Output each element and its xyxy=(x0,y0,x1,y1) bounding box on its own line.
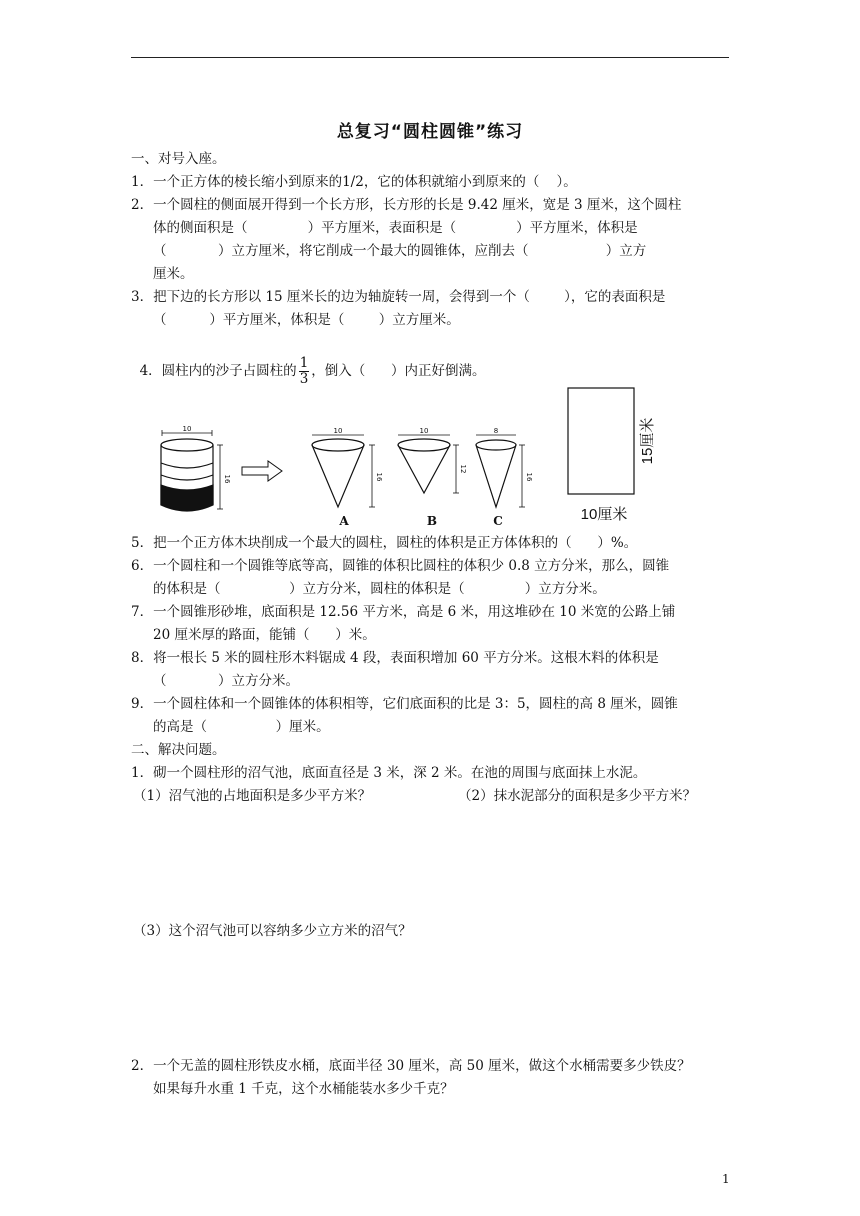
rect-bottom-label: 10厘米 xyxy=(580,506,628,523)
cone-a-label: A xyxy=(339,514,349,528)
cone-a xyxy=(312,435,375,507)
problem-2-line-1: 2．一个无盖的圆柱形铁皮水桶，底面半径 30 厘米，高 50 厘米，做这个水桶需要多少铁皮？ xyxy=(131,1058,691,1074)
fraction-denominator: 3 xyxy=(299,371,309,387)
q2-line-4: 厘米。 xyxy=(153,266,194,282)
fraction-numerator: 1 xyxy=(299,355,309,371)
cone-c-label: C xyxy=(493,514,503,528)
rectangle-figure xyxy=(566,387,676,527)
q5-text: 5．把一个正方体木块削成一个最大的圆柱，圆柱的体积是正方体体积的（ ）%。 xyxy=(131,535,638,551)
q3-line-1: 3．把下边的长方形以 15 厘米长的边为轴旋转一周，会得到一个（ ），它的表面积是 xyxy=(131,289,666,305)
one-third-fraction xyxy=(299,356,310,387)
q2-line-3: （ ）立方厘米，将它削成一个最大的圆锥体，应削去（ ）立方 xyxy=(153,243,647,259)
q8-line-2: （ ）立方分米。 xyxy=(153,673,299,689)
cone-a-diameter-label: 10 xyxy=(333,427,343,435)
cone-b-diameter-label: 10 xyxy=(419,427,429,435)
cylinder-cones-figure xyxy=(150,395,540,535)
cone-c xyxy=(476,435,525,507)
section-1-heading: 一、对号入座。 xyxy=(131,151,226,167)
problem-1-sub-1: （1）沼气池的占地面积是多少平方米？ xyxy=(133,788,372,804)
q8-line-1: 8．将一根长 5 米的圆柱形木料锯成 4 段，表面积增加 60 平方分米。这根木料的体积是 xyxy=(131,650,659,666)
problem-1-text: 1．砌一个圆柱形的沼气池，底面直径是 3 米，深 2 米。在池的周围与底面抹上水泥。 xyxy=(131,765,647,781)
q6-line-2: 的体积是（ ）立方分米，圆柱的体积是（ ）立方分米。 xyxy=(153,581,606,597)
q4-text xyxy=(131,338,486,387)
cone-c-diameter-label: 8 xyxy=(493,427,499,435)
sand-cylinder xyxy=(161,430,223,511)
cylinder-diameter-label: 10 xyxy=(182,425,192,433)
header-rule xyxy=(131,57,729,58)
q2-line-2: 体的侧面积是（ ）平方厘米，表面积是（ ）平方厘米，体积是 xyxy=(153,220,638,236)
cone-b xyxy=(398,435,459,493)
arrow-icon xyxy=(242,461,282,481)
page-title: 总复习“圆柱圆锥”练习 xyxy=(336,122,524,142)
q9-line-1: 9．一个圆柱体和一个圆锥体的体积相等，它们底面积的比是 3：5，圆柱的高 8 厘米，圆锥 xyxy=(131,696,678,712)
q7-line-2: 20 厘米厚的路面，能铺（ ）米。 xyxy=(153,627,376,643)
page-number: 1 xyxy=(722,1172,730,1186)
q2-line-1: 2．一个圆柱的侧面展开得到一个长方形，长方形的长是 9.42 厘米，宽是 3 厘米，这个圆柱 xyxy=(131,197,682,213)
q9-line-2: 的高是（ ）厘米。 xyxy=(153,719,330,735)
rectangle-shape xyxy=(568,388,634,494)
cone-a-height-label: 16 xyxy=(375,472,383,482)
section-2-heading: 二、解决问题。 xyxy=(131,742,226,758)
q4-prefix: 4．圆柱内的沙子占圆柱的 xyxy=(139,363,297,379)
problem-1-sub-2: （2）抹水泥部分的面积是多少平方米？ xyxy=(458,788,697,804)
problem-2-line-2: 如果每升水重 1 千克，这个水桶能装水多少千克？ xyxy=(153,1081,454,1097)
problem-1-sub-3: （3）这个沼气池可以容纳多少立方米的沼气？ xyxy=(133,923,412,939)
q3-line-2: （ ）平方厘米，体积是（ ）立方厘米。 xyxy=(153,312,460,328)
q4-suffix: ，倒入（ ）内正好倒满。 xyxy=(311,363,486,379)
cone-c-height-label: 16 xyxy=(525,472,533,482)
cone-b-label: B xyxy=(426,514,438,528)
cylinder-height-label: 16 xyxy=(223,474,231,484)
q6-line-1: 6．一个圆柱和一个圆锥等底等高，圆锥的体积比圆柱的体积少 0.8 立方分米，那么，圆锥 xyxy=(131,558,670,574)
q1-text: 1．一个正方体的棱长缩小到原来的1/2，它的体积就缩小到原来的（ ）。 xyxy=(131,174,577,190)
cone-b-height-label: 12 xyxy=(459,464,467,474)
rect-side-label: 15厘米 xyxy=(639,417,656,465)
q7-line-1: 7．一个圆锥形砂堆，底面积是 12.56 平方米，高是 6 米，用这堆砂在 10 米宽的公路上铺 xyxy=(131,604,676,620)
